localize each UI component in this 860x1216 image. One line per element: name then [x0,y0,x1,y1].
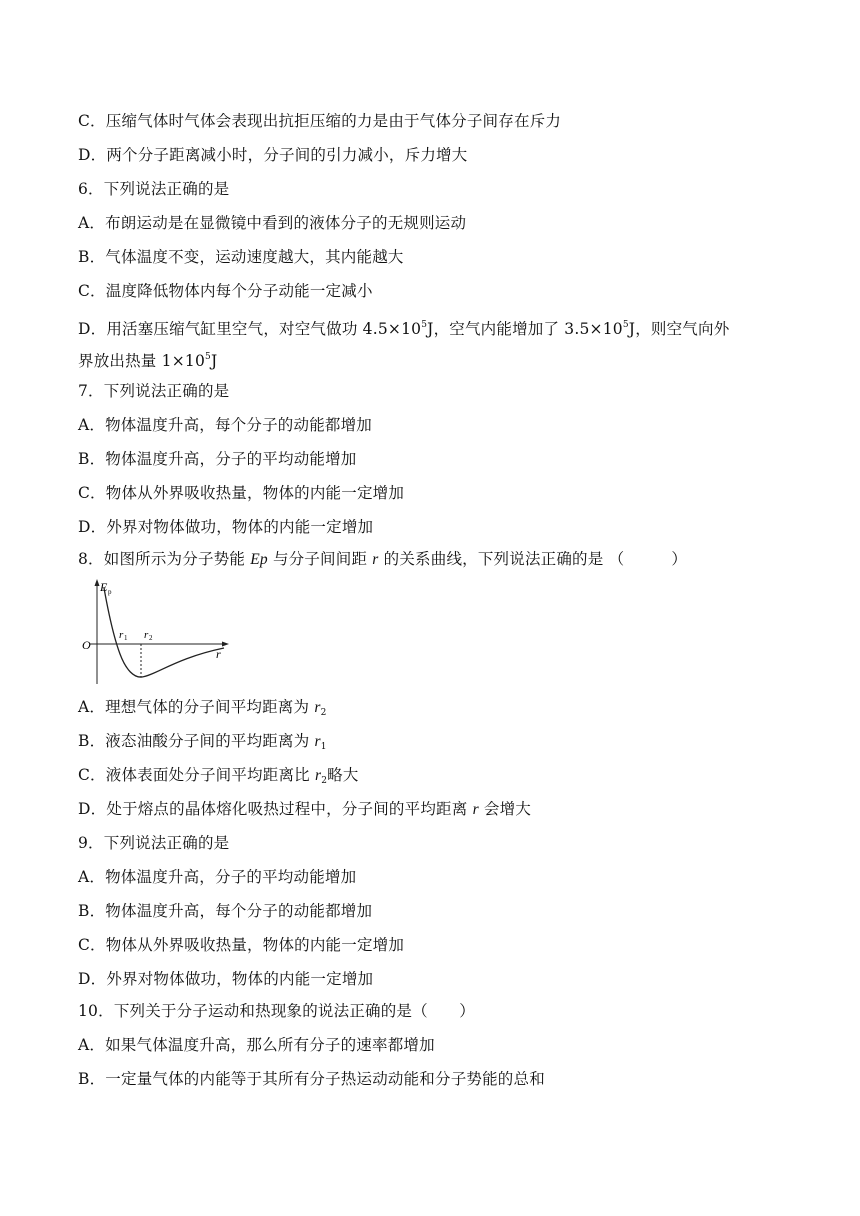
question-7: 7．下列说法正确的是 [78,382,230,400]
option-8d-text-2: 会增大 [478,800,532,818]
y-axis-label: E [100,580,108,594]
option-6b: B．气体温度不变，运动速度越大，其内能越大 [78,248,404,266]
option-7d: D．外界对物体做功，物体的内能一定增加 [78,518,374,536]
option-5c: C．压缩气体时气体会表现出抗拒压缩的力是由于气体分子间存在斥力 [78,112,562,130]
option-8b [78,730,327,758]
option-7a: A．物体温度升高，每个分子的动能都增加 [78,416,372,434]
y-axis-arrow [95,579,100,586]
option-6d-text-5: J [210,352,218,370]
option-7c: C．物体从外界吸收热量，物体的内能一定增加 [78,484,405,502]
question-8-text-1: 8．如图所示为分子势能 [78,550,251,568]
exponent: 5 [421,320,428,330]
r1-label: r [119,629,124,641]
r2-label: r [144,629,149,641]
option-9a: A．物体温度升高，分子的平均动能增加 [78,868,357,886]
symbol-r: r [314,699,321,716]
symbol-r: r [472,801,479,818]
subscript: 2 [321,776,328,786]
subscript: 2 [320,708,327,718]
option-8c-text-2: 略大 [327,766,359,784]
symbol-r: r [315,767,322,784]
option-6c: C．温度降低物体内每个分子动能一定减小 [78,282,373,300]
question-8-text-2: 与分子间间距 [267,550,373,568]
question-8-text-3: 的关系曲线，下列说法正确的是 （ ） [378,550,688,568]
option-9d: D．外界对物体做功，物体的内能一定增加 [78,970,374,988]
option-10b: B．一定量气体的内能等于其所有分子热运动动能和分子势能的总和 [78,1070,545,1088]
origin-label: O [82,638,91,652]
x-axis-arrow [222,642,229,647]
question-6: 6．下列说法正确的是 [78,180,230,198]
option-8d-text-1: D．处于熔点的晶体熔化吸热过程中，分子间的平均距离 [78,800,473,818]
subscript: 1 [320,742,327,752]
option-6d-text-3: J，则空气向外 [628,320,730,338]
option-8c [78,764,359,792]
option-10a: A．如果气体温度升高，那么所有分子的速率都增加 [78,1036,435,1054]
option-6d [78,314,729,340]
option-6d-continued [78,346,217,372]
option-9c: C．物体从外界吸收热量，物体的内能一定增加 [78,936,405,954]
option-6d-text-2: J，空气内能增加了 3.5×10 [427,320,623,338]
option-5d: D．两个分子距离减小时，分子间的引力减小，斥力增大 [78,146,468,164]
question-10: 10．下列关于分子运动和热现象的说法正确的是（ ） [78,1002,475,1020]
r2-sub: 2 [149,634,153,642]
exponent: 5 [205,352,211,362]
option-8b-text: B．液态油酸分子间的平均距离为 [78,732,315,750]
potential-energy-curve-figure [76,576,236,688]
option-6a: A．布朗运动是在显微镜中看到的液体分子的无规则运动 [78,214,467,232]
r1-sub: 1 [124,634,128,642]
exponent: 5 [622,320,629,330]
symbol-r: r [314,733,321,750]
x-axis-label: r [216,647,221,661]
question-8 [78,548,687,571]
symbol-r: r [372,551,379,568]
option-8c-text-1: C．液体表面处分子间平均距离比 [78,766,315,784]
question-9: 9．下列说法正确的是 [78,834,230,852]
option-6d-text-4: 界放出热量 1×10 [78,352,205,370]
option-8d [78,798,531,821]
option-7b: B．物体温度升高，分子的平均动能增加 [78,450,357,468]
option-8a-text: A．理想气体的分子间平均距离为 [78,698,315,716]
option-6d-text-1: D．用活塞压缩气缸里空气，对空气做功 4.5×10 [78,320,422,338]
option-8a [78,696,327,724]
option-9b: B．物体温度升高，每个分子的动能都增加 [78,902,373,920]
symbol-ep: Ep [250,551,268,568]
y-axis-sub: p [108,588,112,596]
